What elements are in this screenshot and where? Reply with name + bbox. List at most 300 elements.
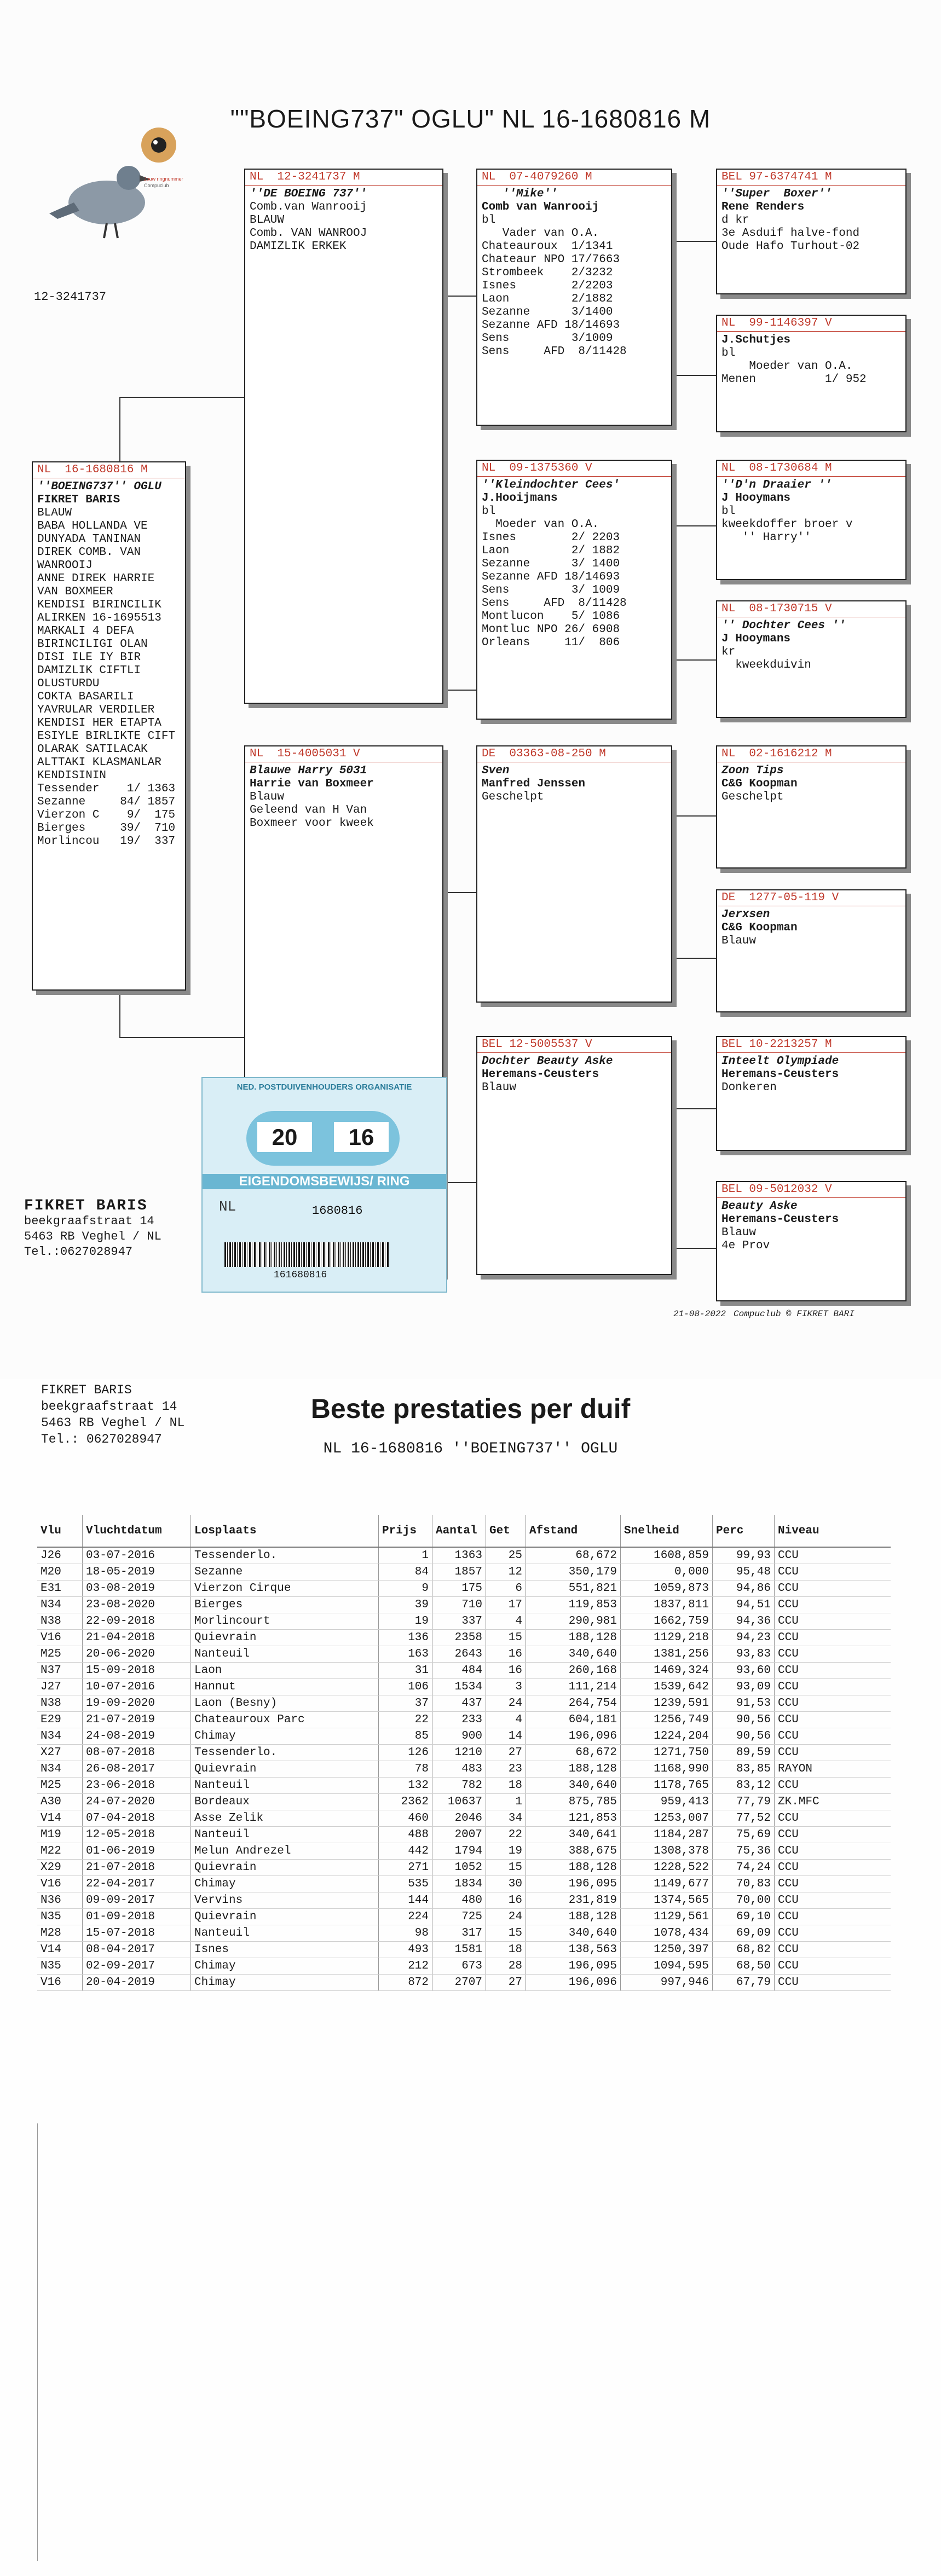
table-cell: 24-08-2019 [83,1728,191,1745]
table-cell: 75,69 [713,1827,775,1843]
table-cell: 488 [379,1827,432,1843]
table-cell: Isnes [191,1942,379,1958]
table-cell: Chimay [191,1876,379,1892]
table-cell: 196,095 [526,1958,621,1975]
table-cell: CCU [775,1663,891,1679]
ring-number: DE 03363-08-250 M [477,746,671,762]
table-cell: 02-09-2017 [83,1958,191,1975]
table-cell: Tessenderlo. [191,1745,379,1761]
detail-line: DAMIZLIK ERKEK [250,240,347,253]
detail-line: Sens AFD 8/11428 [482,597,627,610]
table-cell: CCU [775,1958,891,1975]
ring-number: BEL 12-5005537 V [477,1037,671,1053]
table-row[interactable] [37,1827,891,1843]
table-cell: N34 [37,1761,83,1778]
table-row[interactable] [37,1843,891,1860]
pigeon-name: ''D'n Draaier '' [721,479,832,491]
father-mother-box[interactable] [476,460,672,720]
ggp-box-3[interactable] [716,460,907,580]
table-cell: 19 [486,1843,526,1860]
table-cell: 28 [486,1958,526,1975]
table-cell: 188,128 [526,1860,621,1876]
table-cell: CCU [775,1630,891,1646]
table-cell: 196,096 [526,1728,621,1745]
table-cell: 388,675 [526,1843,621,1860]
table-cell: E31 [37,1581,83,1597]
table-cell: CCU [775,1547,891,1564]
connector [672,815,716,817]
table-cell: 1 [486,1794,526,1810]
ggp-box-2[interactable] [716,315,907,432]
table-cell: N38 [37,1613,83,1630]
owner-line: Tel.: 0627028947 [41,1432,162,1446]
table-cell: Sezanne [191,1564,379,1581]
table-cell: 196,096 [526,1975,621,1991]
card-barcode-number: 161680816 [274,1270,327,1281]
table-cell: 21-07-2019 [83,1712,191,1728]
detail-line: Geschelpt [721,791,784,803]
detail-line: Laon 2/ 1882 [482,545,620,557]
table-cell: 997,946 [621,1975,713,1991]
col-header: Losplaats [191,1515,379,1547]
table-cell: CCU [775,1613,891,1630]
table-cell: 10637 [432,1794,486,1810]
table-cell: 23-08-2020 [83,1597,191,1613]
connector [119,397,244,398]
table-cell: Quievrain [191,1860,379,1876]
detail-line: Geschelpt [482,791,544,803]
table-cell: 1168,990 [621,1761,713,1778]
table-cell: X29 [37,1860,83,1876]
table-cell: 74,24 [713,1860,775,1876]
ggp-box-6[interactable] [716,889,907,1012]
table-cell: 126 [379,1745,432,1761]
detail-line: C&G Koopman [721,922,798,934]
table-cell: 27 [486,1975,526,1991]
detail-line: Orleans 11/ 806 [482,636,620,649]
connector [672,1248,716,1249]
owner-name: FIKRET BARIS [24,1197,148,1214]
pigeon-name: Sven [482,765,510,777]
table-row[interactable] [37,1745,891,1761]
detail-line: ANNE DIREK HARRIE [37,572,155,585]
detail-line: FIKRET BARIS [37,494,120,506]
table-cell: 442 [379,1843,432,1860]
table-cell: 1837,811 [621,1597,713,1613]
table-cell: 30 [486,1876,526,1892]
table-cell: 08-04-2017 [83,1942,191,1958]
table-cell: 604,181 [526,1712,621,1728]
pigeon-name: Inteelt Olympiade [721,1055,839,1068]
table-cell: 1256,749 [621,1712,713,1728]
pigeon-name: Beauty Aske [721,1200,798,1213]
page-title: ""BOEING737" OGLU" NL 16-1680816 M [230,105,711,133]
table-cell: 1228,522 [621,1860,713,1876]
connector [443,296,476,297]
table-cell: 1149,677 [621,1876,713,1892]
table-cell: 83,85 [713,1761,775,1778]
table-cell: 493 [379,1942,432,1958]
table-cell: 26-08-2017 [83,1761,191,1778]
detail-line: Sezanne AFD 18/14693 [482,319,620,332]
table-cell: Bierges [191,1597,379,1613]
table-cell: 77,52 [713,1810,775,1827]
detail-line: KENDISI BIRINCILIK [37,599,161,611]
table-cell: 70,83 [713,1876,775,1892]
table-row[interactable] [37,1794,891,1810]
table-cell: 2707 [432,1975,486,1991]
top-ring-label: 12-3241737 [34,290,107,304]
table-cell: Chimay [191,1958,379,1975]
table-cell: 90,56 [713,1728,775,1745]
table-cell: 31 [379,1663,432,1679]
table-cell: CCU [775,1876,891,1892]
table-row[interactable] [37,1778,891,1794]
col-header: Prijs [379,1515,432,1547]
table-cell: CCU [775,1827,891,1843]
detail-line: Boxmeer voor kweek [250,817,374,830]
table-cell: A30 [37,1794,83,1810]
table-cell: X27 [37,1745,83,1761]
pigeon-name: Blauwe Harry 5031 [250,765,367,777]
table-cell: RAYON [775,1761,891,1778]
ring-number: DE 1277-05-119 V [717,890,905,906]
result-line: Vierzon C 9/ 175 [37,809,176,821]
table-cell: 1129,561 [621,1909,713,1925]
table-cell: 94,86 [713,1581,775,1597]
table-cell: 480 [432,1892,486,1909]
table-cell: CCU [775,1925,891,1942]
detail-line: Blauw [482,1081,517,1094]
table-cell: Melun Andrezel [191,1843,379,1860]
table-row[interactable] [37,1876,891,1892]
table-cell: 460 [379,1810,432,1827]
ring-number: NL 16-1680816 M [33,462,185,478]
table-cell: 337 [432,1613,486,1630]
table-cell: 1239,591 [621,1695,713,1712]
table-cell: 6 [486,1581,526,1597]
col-header: Get [486,1515,526,1547]
table-cell: V16 [37,1975,83,1991]
table-cell: 484 [432,1663,486,1679]
table-cell: 1469,324 [621,1663,713,1679]
table-cell: 69,10 [713,1909,775,1925]
col-header: Snelheid [621,1515,713,1547]
result-line: Tessender 1/ 1363 [37,783,176,795]
detail-line: BLAUW [250,214,285,227]
detail-line: bl [721,505,736,518]
connector [443,1182,476,1183]
table-row[interactable] [37,1712,891,1728]
table-cell: 3 [486,1679,526,1695]
table-cell: CCU [775,1843,891,1860]
table-cell: 68,82 [713,1942,775,1958]
table-row[interactable] [37,1728,891,1745]
col-header: Vluchtdatum [83,1515,191,1547]
table-cell: 106 [379,1679,432,1695]
table-cell: 94,36 [713,1613,775,1630]
ggp-box-8[interactable] [716,1181,907,1301]
pigeon-logo-icon [47,120,183,274]
table-row[interactable] [37,1564,891,1581]
table-cell: CCU [775,1860,891,1876]
table-cell: 1539,642 [621,1679,713,1695]
footer-credit: Compuclub © FIKRET BARI [734,1309,855,1319]
table-cell: CCU [775,1712,891,1728]
table-row[interactable] [37,1695,891,1712]
detail-line: Sens AFD 8/11428 [482,345,627,358]
detail-line: Oude Hafo Turhout-02 [721,240,860,253]
table-cell: 340,641 [526,1827,621,1843]
table-cell: 23 [486,1761,526,1778]
table-cell: N35 [37,1909,83,1925]
table-cell: 98 [379,1925,432,1942]
table-cell: 16 [486,1646,526,1663]
table-cell: 260,168 [526,1663,621,1679]
mother-mother-box[interactable] [476,1036,672,1275]
ring-number: NL 09-1375360 V [477,461,671,477]
ggp-box-1[interactable] [716,169,907,294]
table-cell: 01-06-2019 [83,1843,191,1860]
owner-city: 5463 RB Veghel / NL [24,1230,161,1243]
table-empty-area [37,2123,941,2561]
father-box[interactable] [244,169,443,704]
table-cell: Chimay [191,1728,379,1745]
table-cell: Nanteuil [191,1778,379,1794]
connector [672,375,716,376]
table-row[interactable] [37,1613,891,1630]
table-cell: 782 [432,1778,486,1794]
owner-street: beekgraafstraat 14 [24,1214,154,1228]
result-line: Bierges 39/ 710 [37,822,176,835]
table-row[interactable] [37,1942,891,1958]
table-cell: 138,563 [526,1942,621,1958]
detail-line: BLAUW [37,507,72,519]
table-cell: 68,672 [526,1547,621,1564]
table-cell: 01-09-2018 [83,1909,191,1925]
ring-number: NL 08-1730715 V [717,601,905,617]
ggp-box-7[interactable] [716,1036,907,1151]
detail-line: BABA HOLLANDA VE [37,520,148,532]
table-cell: 2643 [432,1646,486,1663]
detail-line: Isnes 2/2203 [482,280,613,292]
table-cell: 1381,256 [621,1646,713,1663]
table-cell: Laon [191,1663,379,1679]
subject-pigeon-box[interactable] [32,461,186,991]
ring-number: BEL 97-6374741 M [717,170,905,186]
table-cell: 18-05-2019 [83,1564,191,1581]
father-father-box[interactable] [476,169,672,426]
table-cell: 03-07-2016 [83,1547,191,1564]
detail-line: Vader van O.A. [482,227,599,240]
table-cell: 03-08-2019 [83,1581,191,1597]
table-cell: 4 [486,1712,526,1728]
detail-line: Sens 3/1009 [482,332,613,345]
result-line: Morlincou 19/ 337 [37,835,176,848]
detail-line: OLUSTURDU [37,678,100,690]
detail-line: ALIRKEN 16-1695513 [37,612,161,624]
detail-line: kweekduivin [721,659,811,672]
card-title: EIGENDOMSBEWIJS/ RING [203,1174,446,1189]
table-cell: 483 [432,1761,486,1778]
table-row[interactable] [37,1663,891,1679]
table-cell: Quievrain [191,1909,379,1925]
table-cell: 15-09-2018 [83,1663,191,1679]
table-cell: CCU [775,1909,891,1925]
detail-line: DIREK COMB. VAN [37,546,141,559]
table-cell: N36 [37,1892,83,1909]
connector [443,892,476,893]
table-cell: 16 [486,1663,526,1679]
table-cell: 09-09-2017 [83,1892,191,1909]
table-row[interactable] [37,1646,891,1663]
table-cell: 233 [432,1712,486,1728]
pigeon-name: Jerxsen [721,908,770,921]
table-cell: 340,640 [526,1646,621,1663]
pigeon-name: ''DE BOEING 737'' [250,188,367,200]
ring-number: BEL 10-2213257 M [717,1037,905,1053]
table-cell: V14 [37,1942,83,1958]
detail-line: Chateaur NPO 17/7663 [482,253,620,266]
table-row[interactable] [37,1860,891,1876]
connector [672,1108,716,1109]
detail-line: J Hooymans [721,492,791,505]
ring-number: NL 02-1616212 M [717,746,905,762]
table-cell: CCU [775,1597,891,1613]
table-row[interactable] [37,1909,891,1925]
table-cell: 340,640 [526,1778,621,1794]
table-cell: 93,09 [713,1679,775,1695]
table-cell: Tessenderlo. [191,1547,379,1564]
table-cell: 1794 [432,1843,486,1860]
table-cell: 25 [486,1547,526,1564]
table-cell: 121,853 [526,1810,621,1827]
table-cell: J27 [37,1679,83,1695]
table-row[interactable] [37,1547,891,1564]
table-cell: N35 [37,1958,83,1975]
table-cell: 84 [379,1564,432,1581]
table-cell: 15 [486,1925,526,1942]
table-cell: 18 [486,1778,526,1794]
connector [672,525,673,659]
table-cell: 317 [432,1925,486,1942]
ggp-box-4[interactable] [716,600,907,718]
connector [672,1108,673,1248]
logo-text-2: Compuclub [144,183,169,188]
table-cell: CCU [775,1975,891,1991]
table-cell: 83,12 [713,1778,775,1794]
table-cell: 37 [379,1695,432,1712]
table-cell: 350,179 [526,1564,621,1581]
table-cell: N34 [37,1597,83,1613]
table-cell: 119,853 [526,1597,621,1613]
table-cell: 872 [379,1975,432,1991]
col-header: Afstand [526,1515,621,1547]
card-country: NL [219,1199,236,1215]
detail-line: KENDISININ [37,769,107,782]
table-cell: E29 [37,1712,83,1728]
detail-line: Montlucon 5/ 1086 [482,610,620,623]
table-row[interactable] [37,1975,891,1991]
detail-line: Harrie van Boxmeer [250,778,374,790]
table-cell: M28 [37,1925,83,1942]
connector [119,1037,244,1038]
table-cell: 23-06-2018 [83,1778,191,1794]
table-cell: 77,79 [713,1794,775,1810]
table-row[interactable] [37,1892,891,1909]
table-cell: Hannut [191,1679,379,1695]
table-row[interactable] [37,1597,891,1613]
pigeon-name: ''Kleindochter Cees' [482,479,620,491]
table-cell: 93,83 [713,1646,775,1663]
detail-line: J.Hooijmans [482,492,558,505]
table-cell: 1662,759 [621,1613,713,1630]
pigeon-name: Dochter Beauty Aske [482,1055,613,1068]
table-row[interactable] [37,1630,891,1646]
table-cell: 224 [379,1909,432,1925]
table-cell: 4 [486,1613,526,1630]
ownership-card [201,1077,447,1293]
detail-line: YAVRULAR VERDILER [37,704,155,716]
table-cell: 19-09-2020 [83,1695,191,1712]
table-row[interactable] [37,1679,891,1695]
detail-line: ALTTAKI KLASMANLAR [37,756,161,769]
connector [672,241,673,375]
table-cell: 20-06-2020 [83,1646,191,1663]
table-cell: 2046 [432,1810,486,1827]
table-cell: 900 [432,1728,486,1745]
table-cell: 1834 [432,1876,486,1892]
table-cell: 07-04-2018 [83,1810,191,1827]
table-cell: CCU [775,1581,891,1597]
col-header: Perc [713,1515,775,1547]
detail-line: kweekdoffer broer v [721,518,853,531]
table-cell: J26 [37,1547,83,1564]
table-row[interactable] [37,1810,891,1827]
table-row[interactable] [37,1581,891,1597]
table-cell: 78 [379,1761,432,1778]
table-cell: 535 [379,1876,432,1892]
detail-line: Geleend van H Van [250,804,367,817]
table-cell: 2362 [379,1794,432,1810]
detail-line: Comb van Wanrooij [482,201,599,213]
mother-father-box[interactable] [476,745,672,1003]
detail-line: WANROOIJ [37,559,93,572]
table-cell: M25 [37,1646,83,1663]
table-row[interactable] [37,1925,891,1942]
detail-line: Heremans-Ceusters [482,1068,599,1081]
detail-line: bl [721,347,736,360]
ring-number: NL 07-4079260 M [477,170,671,186]
connector [672,241,716,242]
table-cell: 19 [379,1613,432,1630]
table-cell: Nanteuil [191,1646,379,1663]
table-cell: 1059,873 [621,1581,713,1597]
table-cell: CCU [775,1646,891,1663]
table-cell: 1184,287 [621,1827,713,1843]
table-row[interactable] [37,1761,891,1778]
table-cell: 175 [432,1581,486,1597]
table-cell: 12-05-2018 [83,1827,191,1843]
table-cell: 68,50 [713,1958,775,1975]
connector [672,958,716,959]
detail-line: COKTA BASARILI [37,691,134,703]
detail-line: Moeder van O.A. [482,518,599,531]
table-row[interactable] [37,1958,891,1975]
ggp-box-5[interactable] [716,745,907,869]
table-cell: CCU [775,1695,891,1712]
pigeon-name: ''Mike'' [482,188,558,200]
